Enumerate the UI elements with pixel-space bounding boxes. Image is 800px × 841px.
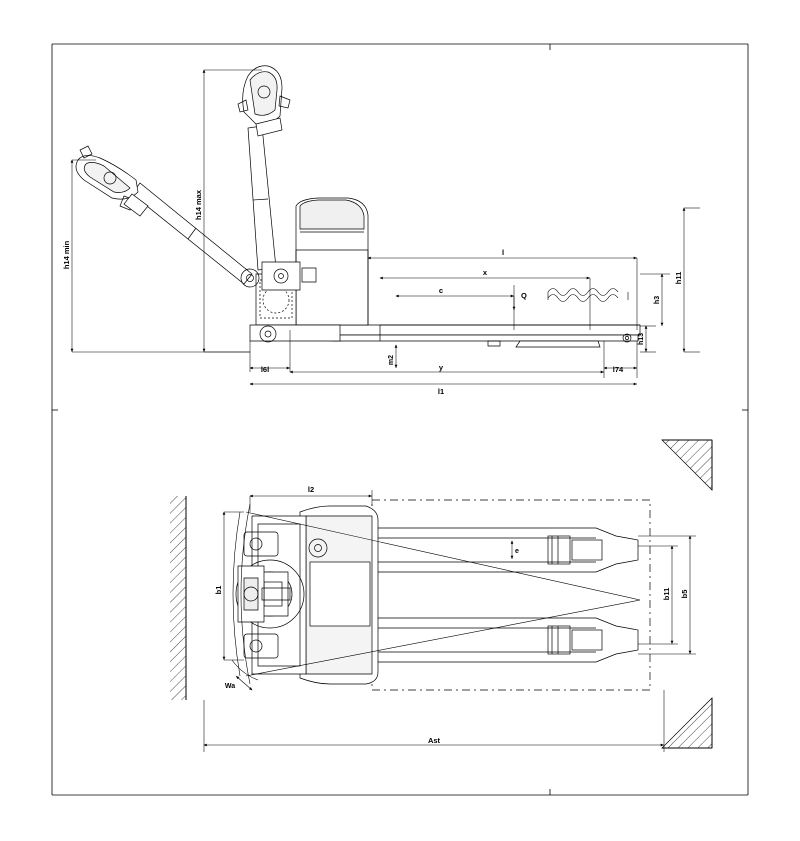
dimension-l — [368, 258, 637, 330]
fork-plan-lower — [372, 618, 638, 662]
dimension-label-b11: b11 — [662, 587, 671, 601]
truck-body-plan — [236, 506, 378, 684]
dimension-label-h14max: h14 max — [194, 189, 203, 221]
dimension-label-l74: l74 — [612, 365, 624, 374]
dimension-label-Q: Q — [521, 291, 527, 300]
wall-hatch-lower-right — [662, 698, 712, 748]
dimension-label-Wa: Wa — [224, 683, 236, 690]
dimension-h11 — [684, 208, 700, 352]
dimension-label-c: c — [438, 286, 444, 295]
dimension-label-h14min: h14 min — [62, 240, 71, 270]
dimension-b11 — [638, 546, 678, 644]
side-elevation-view — [76, 66, 640, 347]
dimension-label-l2: l2 — [307, 485, 315, 494]
dimension-label-b1: b1 — [214, 585, 223, 595]
wall-hatch-left — [170, 496, 186, 700]
dimension-label-h11: h11 — [674, 271, 683, 285]
fork-plan-upper — [372, 528, 638, 572]
fork-assembly-side — [330, 325, 640, 347]
dimension-label-h3: h3 — [654, 295, 661, 305]
dimension-label-l: l — [501, 248, 505, 257]
dimension-label-e: e — [515, 548, 519, 555]
dimension-label-Ast: Ast — [427, 736, 441, 745]
top-plan-view — [170, 440, 712, 748]
tiller-arm-raised — [238, 66, 290, 270]
dimension-label-l1: l1 — [437, 387, 445, 396]
dimension-label-y: y — [438, 363, 444, 372]
sheet-border — [52, 44, 748, 795]
dimension-label-l6l: l6l — [260, 365, 270, 374]
dimension-label-m2: m2 — [388, 354, 395, 366]
wall-hatch-upper-right — [662, 440, 712, 490]
load-symbol — [548, 289, 628, 302]
dimension-x — [380, 278, 590, 330]
dimension-label-x: x — [482, 268, 488, 277]
dimension-label-b5: b5 — [680, 589, 689, 599]
dimension-label-h13: h13 — [638, 332, 645, 346]
